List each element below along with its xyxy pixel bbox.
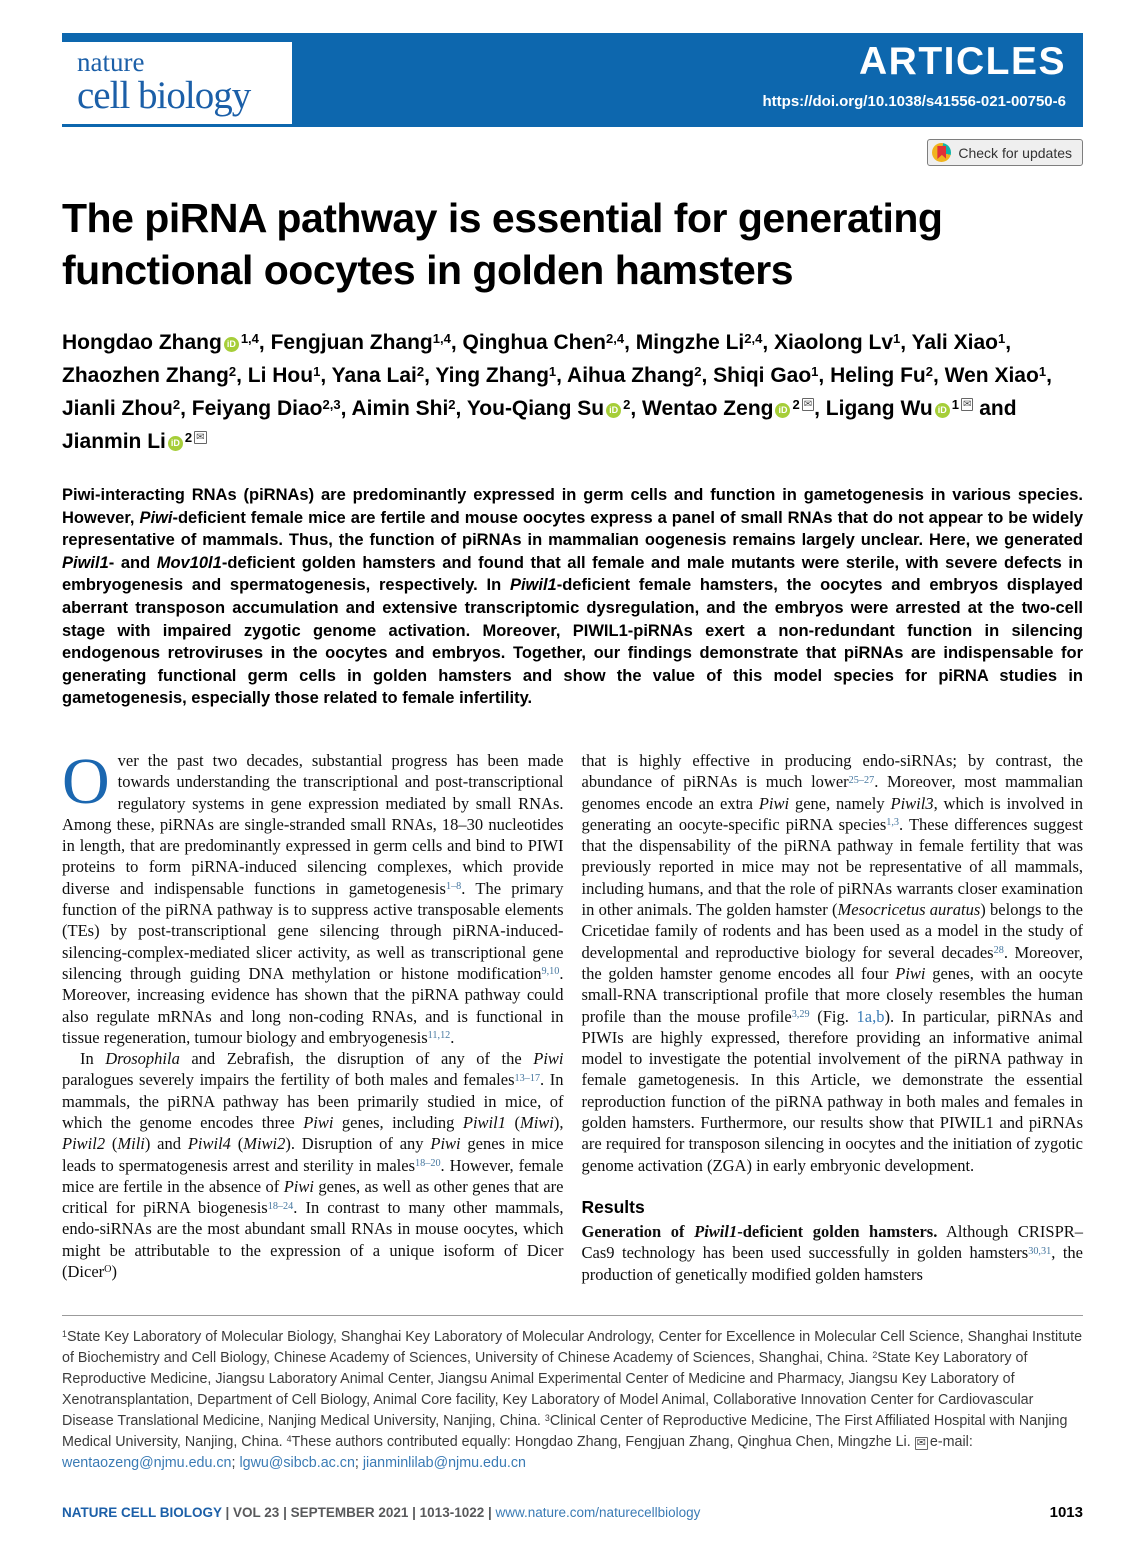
inline-link[interactable]: www.nature.com/naturecellbiology bbox=[495, 1505, 701, 1520]
check-for-updates-label: Check for updates bbox=[958, 144, 1072, 161]
text-span: 2 bbox=[694, 364, 702, 380]
text-span: Piwil1 bbox=[462, 1112, 506, 1132]
orcid-icon[interactable]: iD bbox=[606, 403, 621, 418]
text-span: 2 bbox=[416, 364, 425, 380]
inline-link[interactable]: lgwu@sibcb.ac.cn bbox=[239, 1455, 355, 1472]
reference-superscript[interactable]: 3,29 bbox=[791, 1008, 810, 1020]
reference-superscript[interactable]: 1,3 bbox=[886, 817, 900, 829]
text-span: Piwi bbox=[139, 508, 173, 527]
text-span: 2,4 bbox=[744, 331, 763, 347]
text-span: 2,3 bbox=[322, 397, 341, 413]
text-span: 3 bbox=[544, 1413, 550, 1424]
orcid-icon[interactable]: iD bbox=[775, 403, 790, 418]
affiliations-divider bbox=[62, 1315, 1083, 1316]
journal-logo-line1: nature bbox=[77, 47, 145, 77]
badge-row bbox=[62, 139, 1083, 166]
text-span: Piwil1 bbox=[509, 576, 557, 595]
reference-superscript[interactable]: 30,31 bbox=[1028, 1245, 1052, 1257]
reference-superscript[interactable]: 28 bbox=[993, 945, 1004, 957]
dropcap-letter: O bbox=[62, 744, 110, 818]
text-span: Piwil3 bbox=[890, 793, 934, 813]
reference-superscript[interactable]: 11,12 bbox=[427, 1030, 451, 1042]
envelope-icon: ✉ bbox=[916, 1437, 926, 1450]
text-span: Piwi bbox=[430, 1134, 461, 1154]
reference-superscript[interactable]: 18–24 bbox=[267, 1200, 294, 1212]
orcid-icon[interactable]: iD bbox=[224, 337, 239, 352]
page-number: 1013 bbox=[1049, 1504, 1083, 1521]
text-span: 2,4 bbox=[606, 331, 625, 347]
journal-banner bbox=[62, 33, 1083, 127]
text-span: 2 bbox=[623, 397, 631, 413]
text-span: Piwil1 bbox=[62, 553, 109, 572]
text-span: 2 bbox=[925, 364, 933, 380]
orcid-icon[interactable]: iD bbox=[935, 403, 950, 418]
reference-superscript[interactable]: 13–17 bbox=[514, 1072, 541, 1084]
text-span: Generation of bbox=[581, 1222, 695, 1242]
text-span: Drosophila bbox=[105, 1049, 180, 1069]
article-body bbox=[62, 744, 1084, 1285]
reference-superscript[interactable]: 25–27 bbox=[848, 774, 875, 786]
text-span: Piwi bbox=[758, 793, 790, 813]
article-title: The piRNA pathway is essential for generating functional oocytes in golden hamsters bbox=[62, 195, 943, 293]
text-span: Piwil2 bbox=[62, 1134, 106, 1154]
text-span: Piwil1 bbox=[694, 1222, 738, 1242]
text-span: 2 bbox=[448, 397, 456, 413]
affiliations: $^1$State Key Laboratory of Molecular Biology, Shanghai Key Laboratory of Molecular Andrology, Center for Excellence in Molecular Cell Science, Shanghai Institute of Biochemistry and Cell Biology, Chinese Academy of Sciences, University of Chinese Academy of Sciences, Shanghai, China. $^2$State Key Laboratory of Reproductive Medicine, Jiangsu Laboratory Animal Center, Jiangsu Animal Experimental Center of Medicine and Pharmacy, Jiangsu Key Laboratory of Xenotransplantation, Department of Cell Biology, Animal Core facility, Key Laboratory of Model Animal, Collaborative Innovation Center for Cardiovascular Disease Translational Medicine, Nanjing Medical University, Nanjing, China. $^3$Clinical Center of Reproductive Medicine, The First Affiliated Hospital with Nanjing Medical University, Nanjing, China. $^4$These authors contributed equally: Hongdao Zhang, Fengjuan Zhang, Qinghua Chen, Mingzhe Li. ✉ e-mail: wentaozeng@njmu.edu.cn; lgwu@sibcb.ac.cn; jianminlilab@njmu.edu.cn bbox=[62, 1329, 1083, 1472]
author-list: Hongdao Zhang iD $^{1,4}$, Fengjuan Zhang$^{1,4}$, Qinghua Chen$^{2,4}$, Mingzhe Li$^{2,4}$, Xiaolong Lv$^1$, Yali Xiao$^1$, Zhaozhen Zhang$^2$, Li Hou$^1$, Yana Lai$^2$, Ying Zhang$^1$, Aihua Zhang$^2$, Shiqi Gao$^1$, Heling Fu$^2$, Wen Xiao$^1$, Jianli Zhou$^2$, Feiyang Diao$^{2,3}$, Aimin Shi$^2$, You-Qiang Su iD $^2$, Wentao Zeng iD $^2$ ✉, Ligang Wu iD $^1$ ✉ and Jianmin Li iD $^2$ ✉ bbox=[62, 331, 1052, 453]
inline-link[interactable]: 1a,b bbox=[856, 1006, 885, 1026]
text-span: Piwil4 bbox=[187, 1134, 231, 1154]
text-span: Miwi bbox=[519, 1112, 554, 1132]
text-span: 4 bbox=[286, 1434, 292, 1445]
journal-logo[interactable] bbox=[62, 42, 292, 124]
text-span: Piwi bbox=[303, 1112, 334, 1132]
text-span: 2 bbox=[228, 364, 237, 380]
text-span: Piwi bbox=[283, 1176, 314, 1196]
text-span: 1 bbox=[951, 397, 959, 413]
text-span: Piwi bbox=[533, 1049, 564, 1069]
text-span: 2 bbox=[184, 430, 193, 446]
text-span: NATURE CELL BIOLOGY bbox=[62, 1505, 222, 1520]
check-for-updates-button[interactable] bbox=[927, 139, 1083, 166]
text-span: 2 bbox=[872, 1350, 878, 1361]
text-span: 1 bbox=[548, 364, 557, 380]
reference-superscript[interactable]: 18–20 bbox=[415, 1157, 441, 1169]
text-span: 2 bbox=[172, 397, 181, 413]
right-column bbox=[582, 750, 1084, 1285]
reference-superscript[interactable]: 1–8 bbox=[445, 881, 462, 893]
left-column bbox=[62, 744, 564, 1285]
text-span: 1 bbox=[811, 364, 819, 380]
page-footer bbox=[62, 1504, 1083, 1521]
paragraph-piwi-background: In Drosophila and Zebrafish, the disruption of any of the Piwi paralogues severely impairs the fertility of both males and females$^{13-17}$. In mammals, the piRNA pathway has been primarily studied in mice, of which the genome encodes three Piwi genes, including Piwil1 (Miwi), Piwil2 (Mili) and Piwil4 (Miwi2). Disruption of any Piwi genes in mice leads to spermatogenesis arrest and sterility in males$^{18-20}$. However, female mice are fertile in the absence of Piwi genes, as well as other genes that are critical for piRNA biogenesis$^{18-24}$. In contrast to many other mammals, endo-siRNAs are the most abundant small RNAs in mouse oocytes, which might be attributable to the expression of a unique isoform of Dicer (Dicer$^O$) bbox=[62, 1049, 564, 1282]
text-span: -deficient golden hamsters. bbox=[737, 1222, 938, 1242]
results-heading: Results bbox=[581, 1196, 645, 1217]
abstract: Piwi-interacting RNAs (piRNAs) are predominantly expressed in germ cells and function in gametogenesis in various species. However, Piwi-deficient female mice are fertile and mouse oocytes express a panel of small RNAs that do not appear to be widely representative of mammals. Thus, the function of piRNAs in mammalian oogenesis remains largely unclear. Here, we generated Piwil1- and Mov10l1-deficient golden hamsters and found that all female and male mutants were sterile, with severe defects in embryogenesis and spermatogenesis, respectively. In Piwil1-deficient female hamsters, the oocytes and embryos displayed aberrant transposon accumulation and extensive transcriptomic dysregulation, and the embryos were arrested at the two-cell stage with impaired zygotic genome activation. Moreover, PIWIL1-piRNAs exert a non-redundant function in silencing endogenous retroviruses in the oocytes and embryos. Together, our findings demonstrate that piRNAs are indispensable for generating functional germ cells in golden hamsters and show the value of this model species for piRNA studies in gametogenesis, especially those related to female infertility. bbox=[62, 486, 1083, 708]
orcid-icon[interactable]: iD bbox=[168, 436, 183, 451]
article-type-label: ARTICLES bbox=[859, 40, 1066, 83]
journal-logo-line2: cell biology bbox=[77, 74, 251, 117]
text-span: 2 bbox=[792, 397, 800, 413]
text-span: Mesocricetus auratus bbox=[837, 900, 981, 920]
envelope-icon: ✉ bbox=[962, 399, 972, 410]
footer-citation: NATURE CELL BIOLOGY | VOL 23 | SEPTEMBER 2021 | 1013-1022 | www.nature.com/naturecellbiology bbox=[62, 1505, 701, 1520]
text-span: Piwi bbox=[895, 963, 926, 983]
text-span: 1 bbox=[1038, 364, 1047, 380]
text-span: Mov10l1 bbox=[156, 553, 222, 572]
paragraph-hamster-model: that is highly effective in producing endo-siRNAs; by contrast, the abundance of piRNAs is much lower$^{25-27}$. Moreover, most mammalian genomes encode an extra Piwi gene, namely Piwil3, which is involved in generating an oocyte-specific piRNA species$^{1,3}$. These differences suggest that the dispensability of the piRNA pathway in female fertility that was previously reported in mice may not be representative of all mammals, including humans, and that the role of piRNAs warrants closer examination in other animals. The golden hamster (Mesocricetus auratus) belongs to the Cricetidae family of rodents and has been used as a model in the study of developmental and reproductive biology for several decades$^{28}$. Moreover, the golden hamster genome encodes all four Piwi genes, with an oocyte small-RNA transcriptional profile that more closely resembles the human profile than the mouse profile$^{3,29}$ (Fig. 1a,b). In particular, piRNAs and PIWIs are highly expressed, therefore providing an informative animal model to investigate the potential involvement of the piRNA pathway in female gametogenesis. In this Article, we demonstrate the essential reproduction function of the piRNA pathway in both males and females in golden hamsters. Furthermore, our results show that PIWIL1 and piRNAs are required for transposon silencing in oocytes and the initiation of zygotic genome activation (ZGA) in early embryonic development. bbox=[581, 750, 1084, 1175]
paragraph-intro: Over the past two decades, substantial progress has been made towards understanding the transcriptional and post-transcriptional regulatory systems in gene expression mediated by small RNAs. Among these, piRNAs are single-stranded small RNAs, 18–30 nucleotides in length, that are predominantly expressed in germ cells and bind to PIWI proteins to form piRNA-induced silencing complexes, which provide diverse and indispensable functions in gametogenesis$^{1-8}$. The primary function of the piRNA pathway is to suppress active transposable elements (TEs) by post-transcriptional gene silencing through piRNA-induced-silencing-complex-mediated slicer activity, as well as transcriptional gene silencing through guiding DNA methylation or histone modification$^{9,10}$. Moreover, increasing evidence has shown that the piRNA pathway could also regulate mRNAs and long non-coding RNAs, and is functional in tissue regeneration, tumour biology and embryogenesis$^{11,12}$. bbox=[62, 744, 564, 1047]
reference-superscript[interactable]: 9,10 bbox=[541, 966, 560, 978]
doi-link[interactable]: https://doi.org/10.1038/s41556-021-00750-6 bbox=[762, 93, 1066, 110]
page-content bbox=[0, 33, 1145, 1474]
inline-link[interactable]: wentaozeng@njmu.edu.cn bbox=[62, 1455, 232, 1472]
text-span: 1 bbox=[893, 331, 901, 347]
text-span: 1 bbox=[62, 1329, 67, 1340]
crossmark-icon bbox=[932, 143, 951, 162]
envelope-icon: ✉ bbox=[196, 432, 205, 443]
text-span: 1 bbox=[997, 331, 1006, 347]
text-span: 1,4 bbox=[240, 331, 259, 347]
envelope-icon: ✉ bbox=[803, 399, 813, 410]
text-span: O bbox=[104, 1264, 112, 1276]
bookmark-icon bbox=[937, 146, 946, 159]
text-span: Miwi2 bbox=[243, 1134, 286, 1154]
text-span: 1,4 bbox=[432, 331, 451, 347]
inline-link[interactable]: jianminlilab@njmu.edu.cn bbox=[362, 1455, 526, 1472]
text-span: Mili bbox=[117, 1134, 145, 1154]
text-span: 1 bbox=[313, 364, 321, 380]
paragraph-results-intro: Generation of Piwil1-deficient golden hamsters. Although CRISPR–Cas9 technology has been used successfully in golden hamsters$^{30,31}$, the production of genetically modified golden hamsters bbox=[581, 1222, 1083, 1284]
